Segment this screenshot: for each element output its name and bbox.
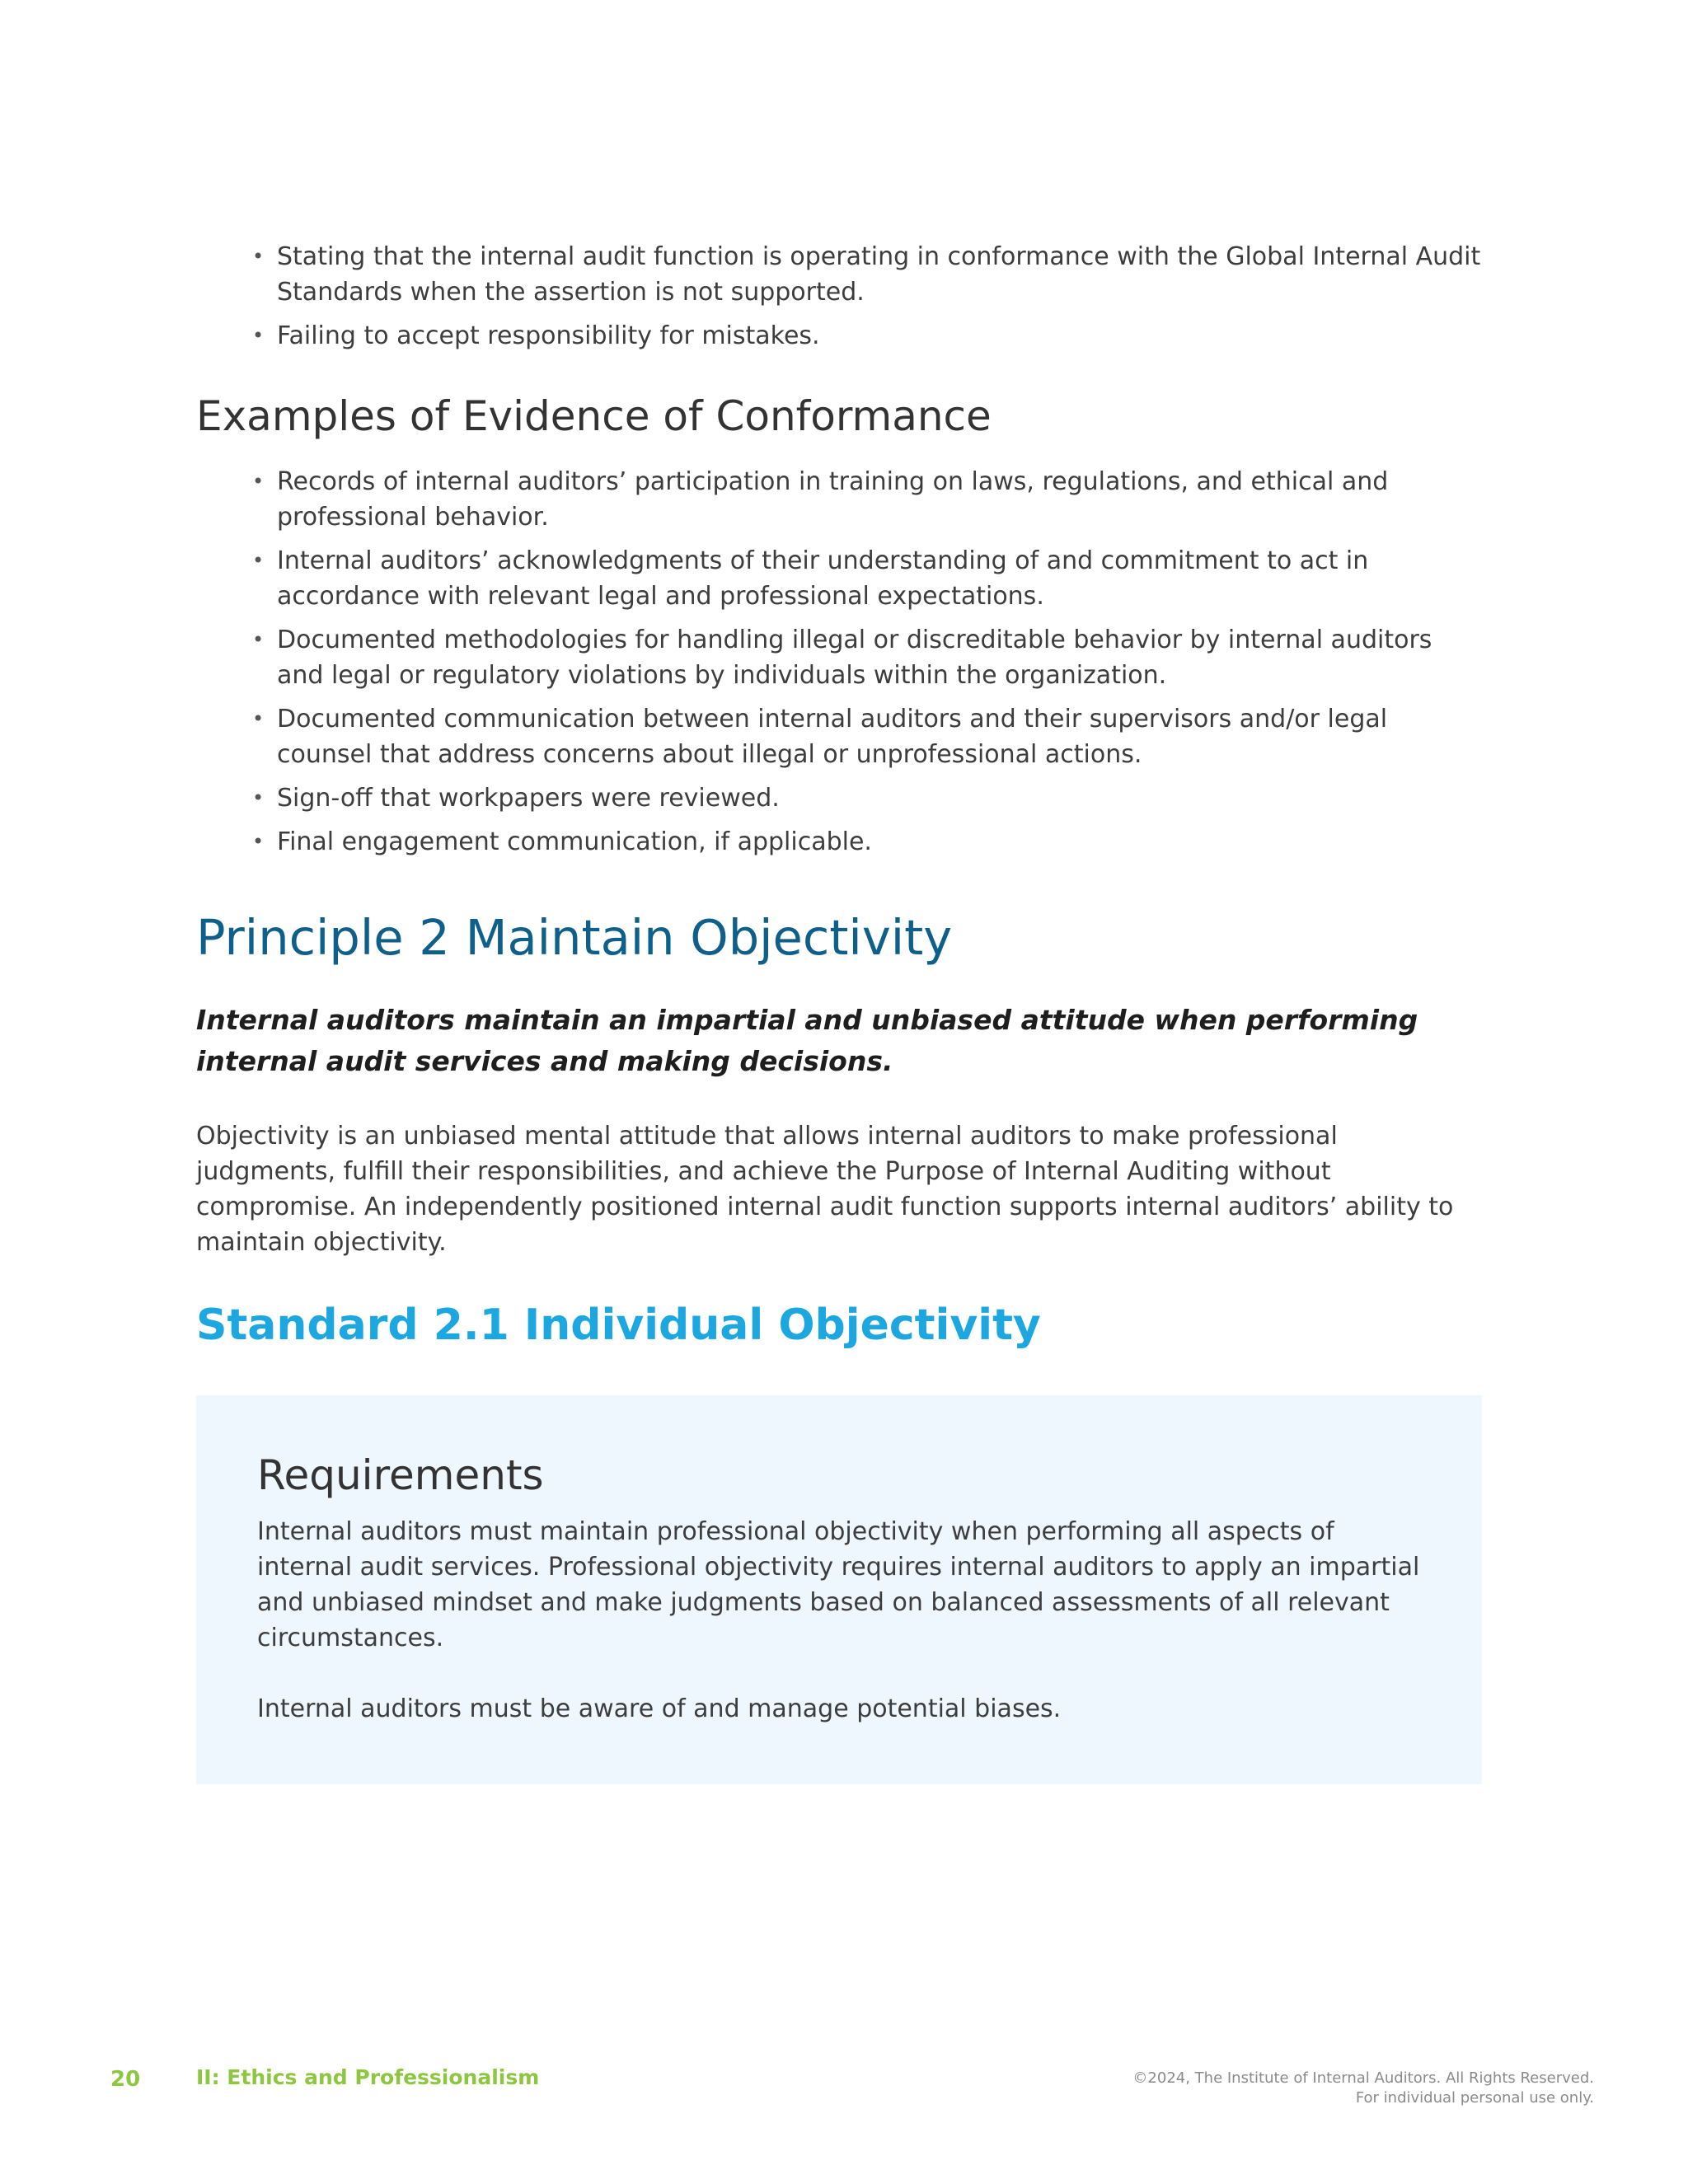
page-content [196, 239, 1482, 1784]
copyright-line: ©2024, The Institute of Internal Auditors. All Rights Reserved. [1132, 2069, 1594, 2087]
list-item-text: Sign-off that workpapers were reviewed. [277, 784, 780, 813]
list-item-text: Internal auditors’ acknowledgments of their understanding of and commitment to act in accordance with relevant legal and professional expectations. [277, 546, 1369, 611]
list-item [252, 543, 1482, 614]
principle-description: Objectivity is an unbiased mental attitude that allows internal auditors to make professional judgments, fulfill their responsibilities, and achieve the Purpose of Internal Auditing without compromise. An independently positioned internal audit function supports internal auditors’ ability to maintain objectivity. [196, 1122, 1454, 1257]
copyright-notice [1132, 2069, 1594, 2108]
list-item-text: Records of internal auditors’ participation in training on laws, regulations, and ethical and professional behavior. [277, 467, 1389, 532]
requirements-paragraph: Internal auditors must maintain professional objectivity when performing all aspects of internal audit services. Professional objectivity requires internal auditors to apply an impartial and unbiased mindset and make judgments based on balanced assessments of all relevant circumstances. [257, 1517, 1420, 1652]
list-item [252, 239, 1482, 310]
bullet-icon: • [252, 786, 265, 809]
list-item-text: Documented methodologies for handling illegal or discreditable behavior by internal auditors and legal or regulatory violations by individuals within the organization. [277, 626, 1432, 690]
list-item [252, 701, 1482, 772]
list-item [252, 824, 1482, 860]
requirements-title: Requirements [257, 1451, 544, 1499]
list-item-text: Failing to accept responsibility for mistakes. [277, 321, 820, 350]
list-item-text: Documented communication between internal auditors and their supervisors and/or legal counsel that address concerns about illegal or unprofessional actions. [277, 705, 1388, 769]
list-item [252, 318, 1482, 354]
principle-heading: Principle 2 Maintain Objectivity [196, 909, 953, 966]
bullet-icon: • [252, 707, 265, 730]
bullet-icon: • [252, 245, 265, 268]
page-footer [0, 2060, 1688, 2110]
requirements-box [196, 1395, 1482, 1784]
standard-heading: Standard 2.1 Individual Objectivity [196, 1301, 1041, 1350]
list-item [252, 464, 1482, 535]
principle-statement: Internal auditors maintain an impartial and unbiased attitude when performing internal audit services and making decisions. [196, 1004, 1418, 1077]
examples-bullet-list [196, 464, 1482, 860]
bullet-icon: • [252, 549, 265, 572]
list-item-text: Final engagement communication, if applicable. [277, 827, 872, 856]
footer-section-name: II: Ethics and Professionalism [196, 2065, 540, 2089]
page-number: 20 [110, 2067, 141, 2092]
bullet-icon: • [252, 470, 265, 493]
requirements-paragraph: Internal auditors must be aware of and manage potential biases. [257, 1694, 1062, 1723]
list-item-text: Stating that the internal audit function is operating in conformance with the Global Internal Audit Standards when the assertion is not supported. [277, 242, 1481, 307]
copyright-line: For individual personal use only. [1355, 2089, 1594, 2107]
bullet-icon: • [252, 628, 265, 651]
bullet-icon: • [252, 830, 265, 853]
examples-heading: Examples of Evidence of Conformance [196, 392, 992, 440]
intro-bullet-list [196, 239, 1482, 354]
list-item [252, 622, 1482, 693]
bullet-icon: • [252, 324, 265, 347]
list-item [252, 780, 1482, 816]
